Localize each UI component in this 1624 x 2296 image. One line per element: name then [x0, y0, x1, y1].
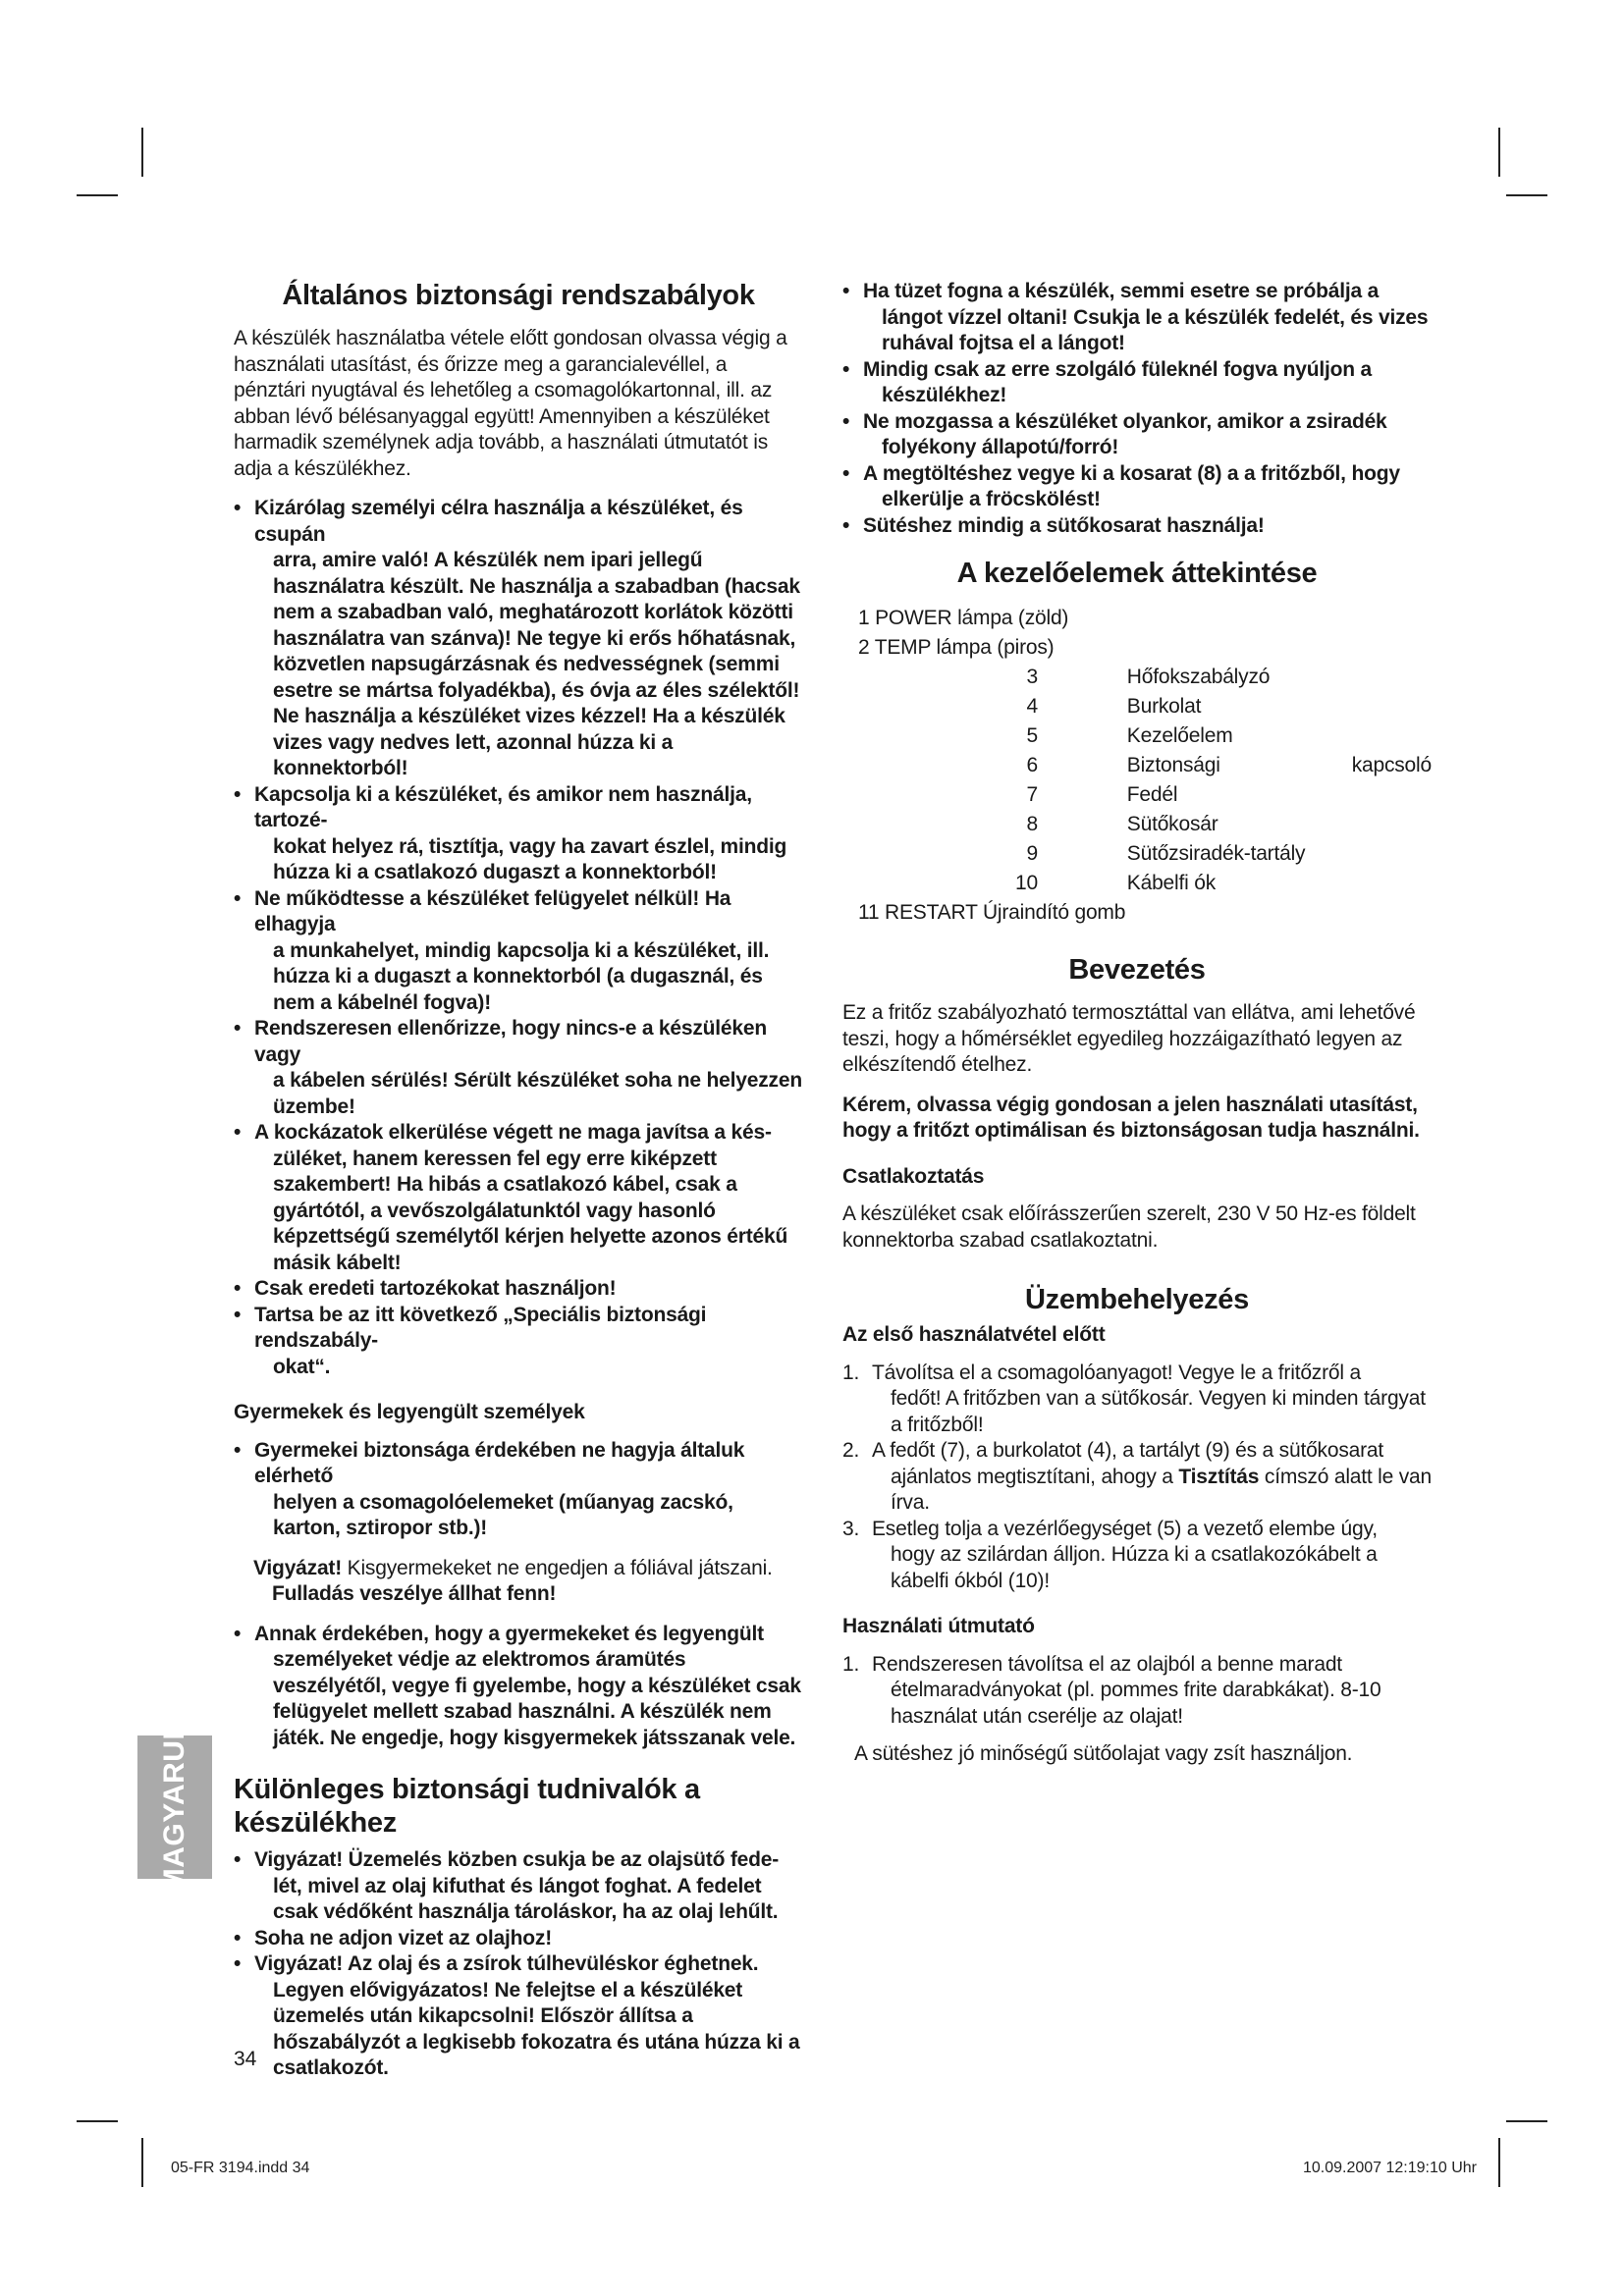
list-item: • Vigyázat! Az olaj és a zsírok túlhevüléskor éghetnek. Legyen elővigyázatos! Ne felejtse el a készüléket üzemelés után kikapcsolni! Először állítsa a hőszabályzót a legkisebb fokozatra és utána húzza ki a csatlakozót. [234, 1951, 803, 2082]
list-item: • Tartsa be az itt következő „Speciális biztonsági rendszabály- okat“. [234, 1303, 803, 1381]
list-item: • Gyermekei biztonsága érdekében ne hagyja általuk elérhető helyen a csomagolóelemeket (műanyag zacskó, karton, sztiropor stb.)! [234, 1438, 803, 1542]
intro-paragraph: A készülék használatba vétele előtt gondosan olvassa végig a használati utasítást, és őrizze meg a garancialevéllel, a pénztári nyugtával és lehetőleg a csomagolókartonnal, ill. az abban lévő bélésanyaggal együtt! Amennyiben a készüléket harmadik személynek adja tovább, a használati útmutatót is adja a készülékhez. [234, 327, 787, 480]
page-number: 34 [234, 2048, 257, 2070]
list-item: 1. Távolítsa el a csomagolóanyagot! Vegye le a fritőzről a fedőt! A fritőzben van a sütőkosár. Vegyen ki minden tárgyat a fritőzből! [842, 1361, 1426, 1436]
controls-item-1: 1 POWER lámpa (zöld) [858, 607, 1069, 629]
list-item: • Sütéshez mindig a sütőkosarat használja! [842, 513, 1432, 540]
footer-file: 05-FR 3194.indd 34 [171, 2160, 310, 2176]
list-item: • Mindig csak az erre szolgáló füleknél fogva nyúljon a készülékhez! [842, 357, 1432, 409]
connection-heading: Csatlakoztatás [842, 1164, 985, 1188]
fire-safety-list [842, 279, 1432, 539]
crop-mark [77, 2120, 118, 2122]
right-column [842, 279, 1432, 1782]
table-row: 6 Biztonsági kapcsoló [1026, 754, 1432, 776]
controls-item-2: 2 TEMP lámpa (piros) [858, 636, 1055, 659]
table-row: 5 Kezelőelem [1026, 724, 1233, 747]
list-item: • Vigyázat! Üzemelés közben csukja be az olajsütő fede- lét, mivel az olaj kifuthat és lángot foghat. A fedelet csak védőként használja tároláskor, ha az olaj lehűlt. [234, 1847, 803, 1926]
connection-text: A készüléket csak előírásszerűen szerelt, 230 V 50 Hz-es földelt konnektorba szabad csatlakoztatni. [842, 1202, 1416, 1252]
controls-heading: A kezelőelemek áttekintése [956, 558, 1318, 589]
crop-mark [77, 194, 118, 196]
introduction-notice: Kérem, olvassa végig gondosan a jelen használati utasítást, hogy a fritőzt optimálisan és biztonságosan tudja használni. [842, 1093, 1420, 1142]
children-list-2 [234, 1622, 803, 1752]
table-row: 10 Kábelfi ók [1014, 872, 1217, 894]
list-item: • Soha ne adjon vizet az olajhoz! [234, 1926, 803, 1952]
list-item: • Kizárólag személyi célra használja a készüléket, és csupán arra, amire való! A készülék nem ipari jellegű használatra készült. Ne használja a szabadban (hacsak nem a szabadban való, meghatározott korlátok közötti használatra van szánva)! Ne tegye ki erős hőhatásnak, közvetlen napsugárzásnak és nedvességnek (semmi esetre se mártsa folyadékba), és óvja az éles szélektől! Ne használja a készüléket vizes kézzel! Ha a készülék vizes vagy nedves lett, azonnal húzza ki a konnektorból! [234, 496, 803, 782]
list-item: 3. Esetleg tolja a vezérlőegységet (5) a vezető elembe úgy, hogy az szilárdan álljon. Húzza ki a csatlakozókábelt a kábelfi ókból (10)! [842, 1517, 1378, 1592]
controls-table [848, 663, 1432, 928]
crop-mark [1498, 128, 1500, 177]
list-item: • A kockázatok elkerülése végett ne maga javítsa a kés- züléket, hanem keressen fel egy erre kiképzett szakembert! Ha hibás a csatlakozó kábel, csak a gyártótól, a vevőszolgálatunktól vagy hasonló képzettségű személytől kérjen helyette azonos értékű másik kábelt! [234, 1120, 803, 1276]
table-row: 8 Sütőkosár [1026, 813, 1218, 835]
list-item: 2. A fedőt (7), a burkolatot (4), a tartályt (9) és a sütőkosarat ajánlatos megtisztítani, ahogy a Tisztítás címszó alatt le van írva. [842, 1439, 1433, 1514]
table-row: 11 RESTART Újraindító gomb [858, 901, 1126, 924]
children-heading: Gyermekek és legyengült személyek [234, 1401, 585, 1423]
first-use-list [842, 1361, 1432, 1595]
left-column [234, 279, 803, 2096]
first-use-heading: Az első használatvétel előtt [842, 1323, 1106, 1346]
setup-heading: Üzembehelyezés [1025, 1284, 1249, 1315]
special-list [234, 1847, 803, 2082]
list-item: 1. Rendszeresen távolítsa el az olajból a benne maradt ételmaradványokat (pl. pommes frite darabkákat). 8-10 használat után cserélje az olajat! [842, 1652, 1381, 1728]
list-item: • Kapcsolja ki a készüléket, és amikor nem használja, tartozé- kokat helyez rá, tisztítja, vagy ha zavart észlel, mindig húzza ki a csatlakozó dugaszt a konnektorból! [234, 782, 803, 886]
crop-mark [1506, 2120, 1547, 2122]
crop-mark [141, 128, 143, 177]
general-safety-heading: Általános biztonsági rendszabályok [282, 280, 755, 311]
list-item: • Ne mozgassa a készüléket olyankor, amikor a zsiradék folyékony állapotú/forró! [842, 409, 1432, 461]
list-item: • Csak eredeti tartozékokat használjon! [234, 1276, 803, 1303]
children-list [234, 1438, 803, 1542]
list-item: • Ha tüzet fogna a készülék, semmi esetre se próbálja a lángot vízzel oltani! Csukja le a készülék fedelét, és vizes ruhával fojtsa el a lángot! [842, 279, 1432, 357]
usage-list [842, 1652, 1432, 1731]
warning-note: Vigyázat! Kisgyermekeket ne engedjen a fóliával játszani. Fulladás veszélye állhat fenn! [253, 1556, 773, 1605]
list-item: • A megtöltéshez vegye ki a kosarat (8) a a fritőzből, hogy elkerülje a fröcskölést! [842, 461, 1432, 513]
table-row: 4 Burkolat [1026, 695, 1202, 718]
table-row: 9 Sütőzsiradék-tartály [1026, 842, 1306, 865]
list-item: • Ne működtesse a készüléket felügyelet nélkül! Ha elhagyja a munkahelyet, mindig kapcsolja ki a készüléket, ill. húzza ki a dugaszt a konnektorból (a dugasznál, és nem a kábelnél fogva)! [234, 886, 803, 1017]
footer-date: 10.09.2007 12:19:10 Uhr [1302, 2160, 1477, 2176]
language-tab: MAGYARUL [137, 1735, 212, 1879]
usage-heading: Használati útmutató [842, 1615, 1035, 1637]
safety-list [234, 496, 803, 1380]
crop-mark [1506, 194, 1547, 196]
crop-mark [141, 2138, 143, 2187]
introduction-text: Ez a fritőz szabályozható termosztáttal van ellátva, ami lehetővé teszi, hogy a hőmérséklet egyedileg hozzáigazítható legyen az elkészítendő ételhez. [842, 1001, 1416, 1076]
list-item: • Annak érdekében, hogy a gyermekeket és legyengült személyeket védje az elektromos áramütés veszélyétől, vegye fi gyelembe, hogy a készüléket csak felügyelet mellett szabad használni. A készülék nem játék. Ne engedje, hogy kisgyermekek játsszanak vele. [234, 1622, 803, 1752]
usage-tail: A sütéshez jó minőségű sütőolajat vagy zsít használjon. [854, 1742, 1353, 1765]
crop-mark [1498, 2138, 1500, 2187]
special-safety-heading: Különleges biztonsági tudnivalók a készülékhez [234, 1774, 700, 1839]
introduction-heading: Bevezetés [1068, 954, 1206, 986]
table-row: 7 Fedél [1026, 783, 1178, 806]
table-row: 3 Hőfokszabályzó [1026, 666, 1271, 688]
list-item: • Rendszeresen ellenőrizze, hogy nincs-e a készüléken vagy a kábelen sérülés! Sérült készüléket soha ne helyezzen üzembe! [234, 1016, 803, 1120]
